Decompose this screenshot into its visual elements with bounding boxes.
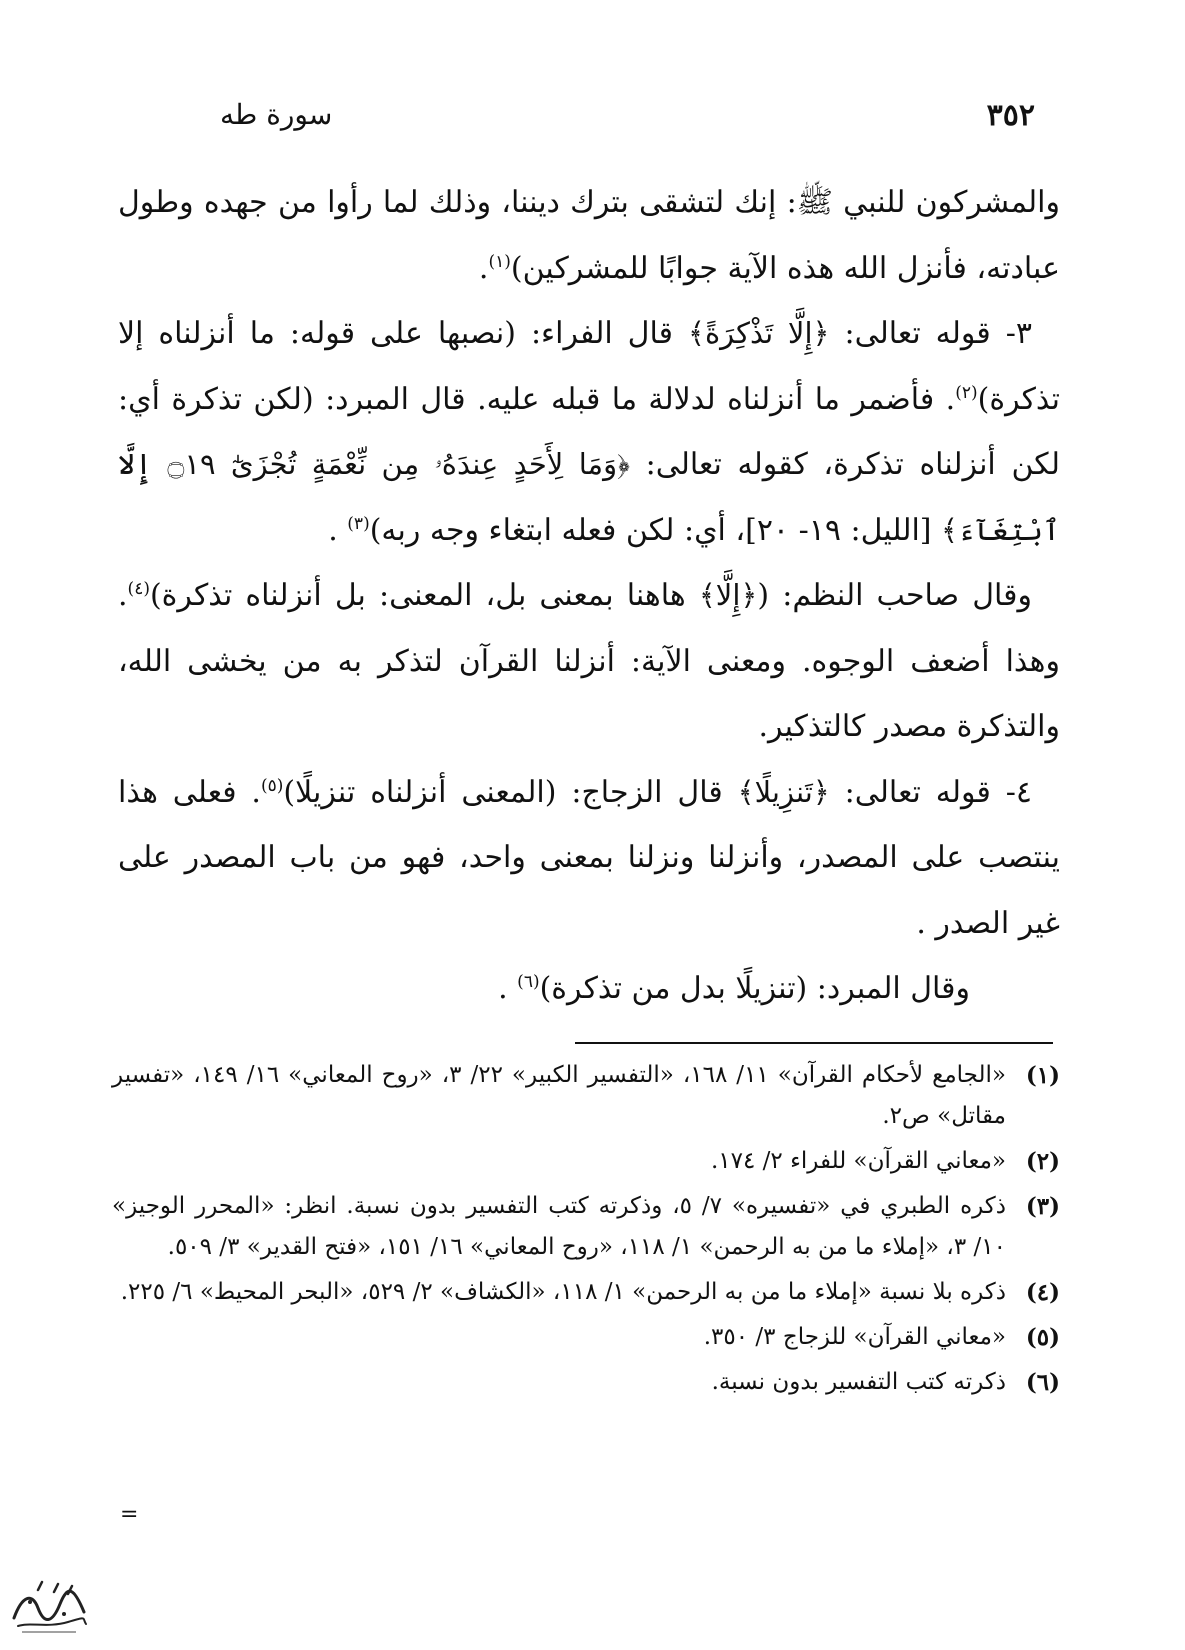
- footnote-ref-5: (٥): [260, 775, 284, 796]
- footnote-number: (٤): [1025, 1279, 1060, 1306]
- quran-verse: ﴿تَنزِيلًا﴾: [737, 774, 830, 809]
- footnote-text: ذكره الطبري في «تفسيره» ٧/ ٥، وذكرته كتب التفسير بدون نسبة. انظر: «المحرر الوجيز» ١٠/ ٣، «إملاء ما من به الرحمن» ١/ ١١٨، «روح المعاني» ١٦/ ١٥١، «فتح القدير» ٣/ ٥٠٩.: [112, 1193, 1006, 1260]
- quran-verse: ﴿إِلَّا تَذْكِرَةً﴾: [687, 316, 830, 350]
- footnote-divider: [575, 1042, 1053, 1044]
- publisher-calligraphy-logo-icon: [8, 1578, 90, 1636]
- footnote-1: [112, 1055, 1060, 1137]
- footnote-5: [112, 1317, 1060, 1358]
- footnote-ref-4: (٤): [127, 579, 150, 599]
- paragraph-5: وقال المبرد: (تنزيلًا بدل من تذكرة)$^{(٦)}$ .: [498, 971, 970, 1006]
- footnote-4: [112, 1272, 1060, 1313]
- footnote-text: «معاني القرآن» للزجاج ٣/ ٣٥٠.: [703, 1324, 1006, 1350]
- footnote-ref-6: (٦): [517, 972, 540, 992]
- main-text: [118, 170, 1060, 1022]
- page-header: [120, 98, 1035, 142]
- footnotes: [112, 1055, 1060, 1407]
- paragraph-2: ٣- قوله تعالى: ﴿إِلَّا تَذْكِرَةً﴾ قال الفراء: (نصبها على قوله: ما أنزلناه إلا تذكرة)$^{(٢)}$. فأضمر ما أنزلناه لدلالة ما قبله عليه. قال المبرد: (لكن تذكرة أي: لكن أنزلناه تذكرة، كقوله تعالى: ﴿وَمَا لِأَحَدٍ عِندَهُۥ مِن نِّعْمَةٍ تُجْزَىٰٓ ۝١٩ إِلَّا ٱبْتِغَآءَ﴾ [الليل: ١٩- ٢٠]، أي: لكن فعله ابتغاء وجه ربه)$^{(٣)}$ .: [118, 316, 1061, 548]
- continuation-mark: =: [120, 1502, 139, 1527]
- footnote-number: (١): [1025, 1062, 1060, 1089]
- quran-verse: ﴿إِلَّا﴾: [698, 578, 758, 612]
- paragraph-3: وقال صاحب النظم: (﴿إِلَّا﴾ هاهنا بمعنى بل، المعنى: بل أنزلناه تذكرة)$^{(٤)}$. وهذا أضعف الوجوه. ومعنى الآية: أنزلنا القرآن لتذكر به من يخشى الله، والتذكرة مصدر كالتذكير.: [118, 578, 1060, 744]
- footnote-2: [112, 1141, 1060, 1182]
- page-number: ٣٥٢: [986, 98, 1035, 133]
- footnote-ref-1: (١): [488, 251, 511, 272]
- footnote-3: [112, 1186, 1060, 1268]
- footnote-text: «الجامع لأحكام القرآن» ١١/ ١٦٨، «التفسير الكبير» ٢٢/ ٣، «روح المعاني» ١٦/ ١٤٩، «تفسير مقاتل» ص٢.: [112, 1062, 1006, 1129]
- footnote-ref-2: (٢): [955, 382, 978, 403]
- footnote-ref-3: (٣): [347, 513, 370, 534]
- running-head: سورة طه: [220, 98, 333, 131]
- footnote-number: (٦): [1025, 1369, 1060, 1396]
- quran-verse: ﴿وَمَا لِأَحَدٍ عِندَهُۥ مِن نِّعْمَةٍ تُجْزَىٰٓ ۝١٩ إِلَّا ٱبْتِغَآءَ﴾: [118, 447, 1060, 547]
- footnote-number: (٣): [1025, 1193, 1060, 1220]
- footnote-6: [112, 1362, 1060, 1403]
- footnote-text: ذكرته كتب التفسير بدون نسبة.: [711, 1369, 1006, 1395]
- footnote-number: (٥): [1025, 1324, 1060, 1351]
- footnote-number: (٢): [1025, 1148, 1060, 1175]
- paragraph-4: ٤- قوله تعالى: ﴿تَنزِيلًا﴾ قال الزجاج: (المعنى أنزلناه تنزيلًا)$^{(٥)}$. فعلى هذا ينتصب على المصدر، وأنزلنا ونزلنا بمعنى واحد، فهو من باب المصدر على غير الصدر .: [118, 774, 1060, 941]
- paragraph-1: والمشركون للنبي ﷺ: إنك لتشقى بترك ديننا، وذلك لما رأوا من جهده وطول عبادته، فأنزل الله هذه الآية جوابًا للمشركين)$^{(١)}$.: [118, 185, 1060, 286]
- footnote-text: «معاني القرآن» للفراء ٢/ ١٧٤.: [710, 1148, 1006, 1174]
- footnote-text: ذكره بلا نسبة «إملاء ما من به الرحمن» ١/ ١١٨، «الكشاف» ٢/ ٥٢٩، «البحر المحيط» ٦/ ٢٢٥.: [120, 1279, 1006, 1305]
